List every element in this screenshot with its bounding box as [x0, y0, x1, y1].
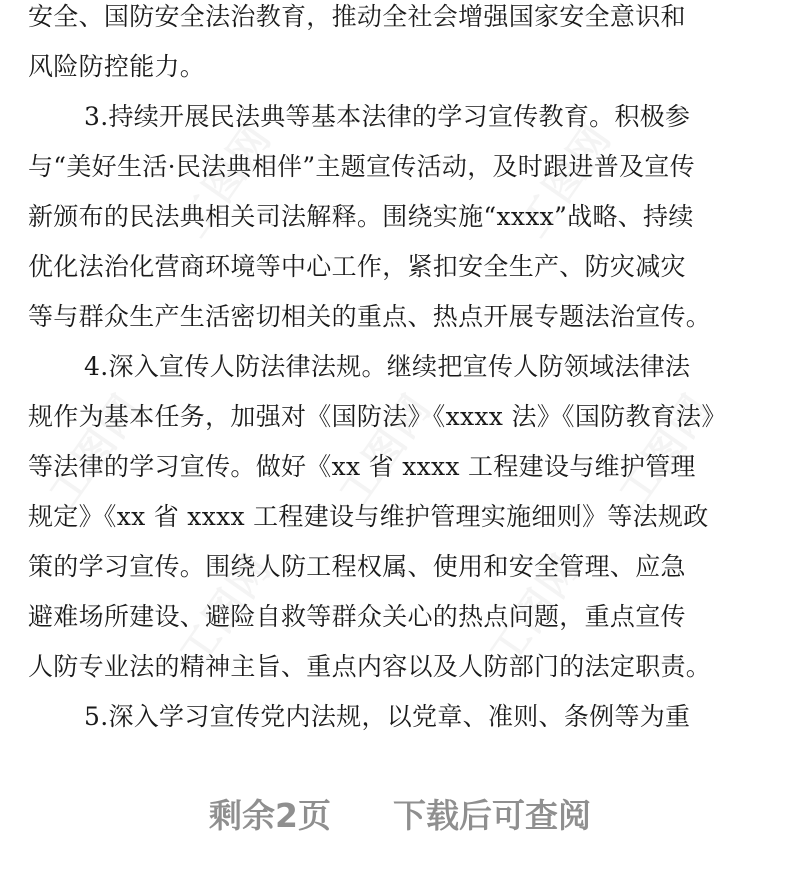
download-to-view-label: 下载后可查阅	[392, 796, 591, 835]
paragraph-line: 等法律的学习宣传。做好《xx 省 xxxx 工程建设与维护管理	[28, 452, 696, 481]
paragraph-line: 等与群众生产生活密切相关的重点、热点开展专题法治宣传。	[28, 302, 712, 331]
paragraph-line: 安全、国防安全法治教育，推动全社会增强国家安全意识和	[28, 2, 686, 31]
paragraph-line: 避难场所建设、避险自救等群众关心的热点问题，重点宣传	[28, 602, 686, 631]
watermark: 工图网	[170, 545, 281, 676]
paragraph-line: 策的学习宣传。围绕人防工程权属、使用和安全管理、应急	[28, 552, 686, 581]
remaining-pages-label: 剩余2页	[209, 796, 331, 835]
paragraph-line: 新颁布的民法典相关司法解释。围绕实施“xxxx”战略、持续	[28, 202, 694, 231]
paragraph-line: 风险防控能力。	[28, 52, 206, 81]
paragraph-line: 4.深入宣传人防法律法规。继续把宣传人防领域法律法	[84, 352, 691, 381]
watermark: 工图网	[330, 385, 441, 516]
watermark: 工图网	[40, 385, 151, 516]
watermark: 工图网	[480, 545, 591, 676]
paragraph-line: 规作为基本任务，加强对《国防法》《xxxx 法》《国防教育法》	[28, 402, 727, 431]
paragraph-line: 人防专业法的精神主旨、重点内容以及人防部门的法定职责。	[28, 652, 712, 681]
paragraph-line: 3.持续开展民法典等基本法律的学习宣传教育。积极参	[84, 102, 691, 131]
paragraph-line: 5.深入学习宣传党内法规，以党章、准则、条例等为重	[84, 702, 691, 731]
paragraph-line: 规定》《xx 省 xxxx 工程建设与维护管理实施细则》等法规政	[28, 502, 709, 531]
paragraph-line: 与“美好生活·民法典相伴”主题宣传活动，及时跟进普及宣传	[28, 152, 695, 181]
watermark: 工图网	[610, 385, 721, 516]
paragraph-line: 优化法治化营商环境等中心工作，紧扣安全生产、防灾减灾	[28, 252, 686, 281]
watermark: 工图网	[170, 115, 281, 246]
watermark: 工图网	[510, 115, 621, 246]
download-prompt[interactable]	[0, 790, 800, 837]
